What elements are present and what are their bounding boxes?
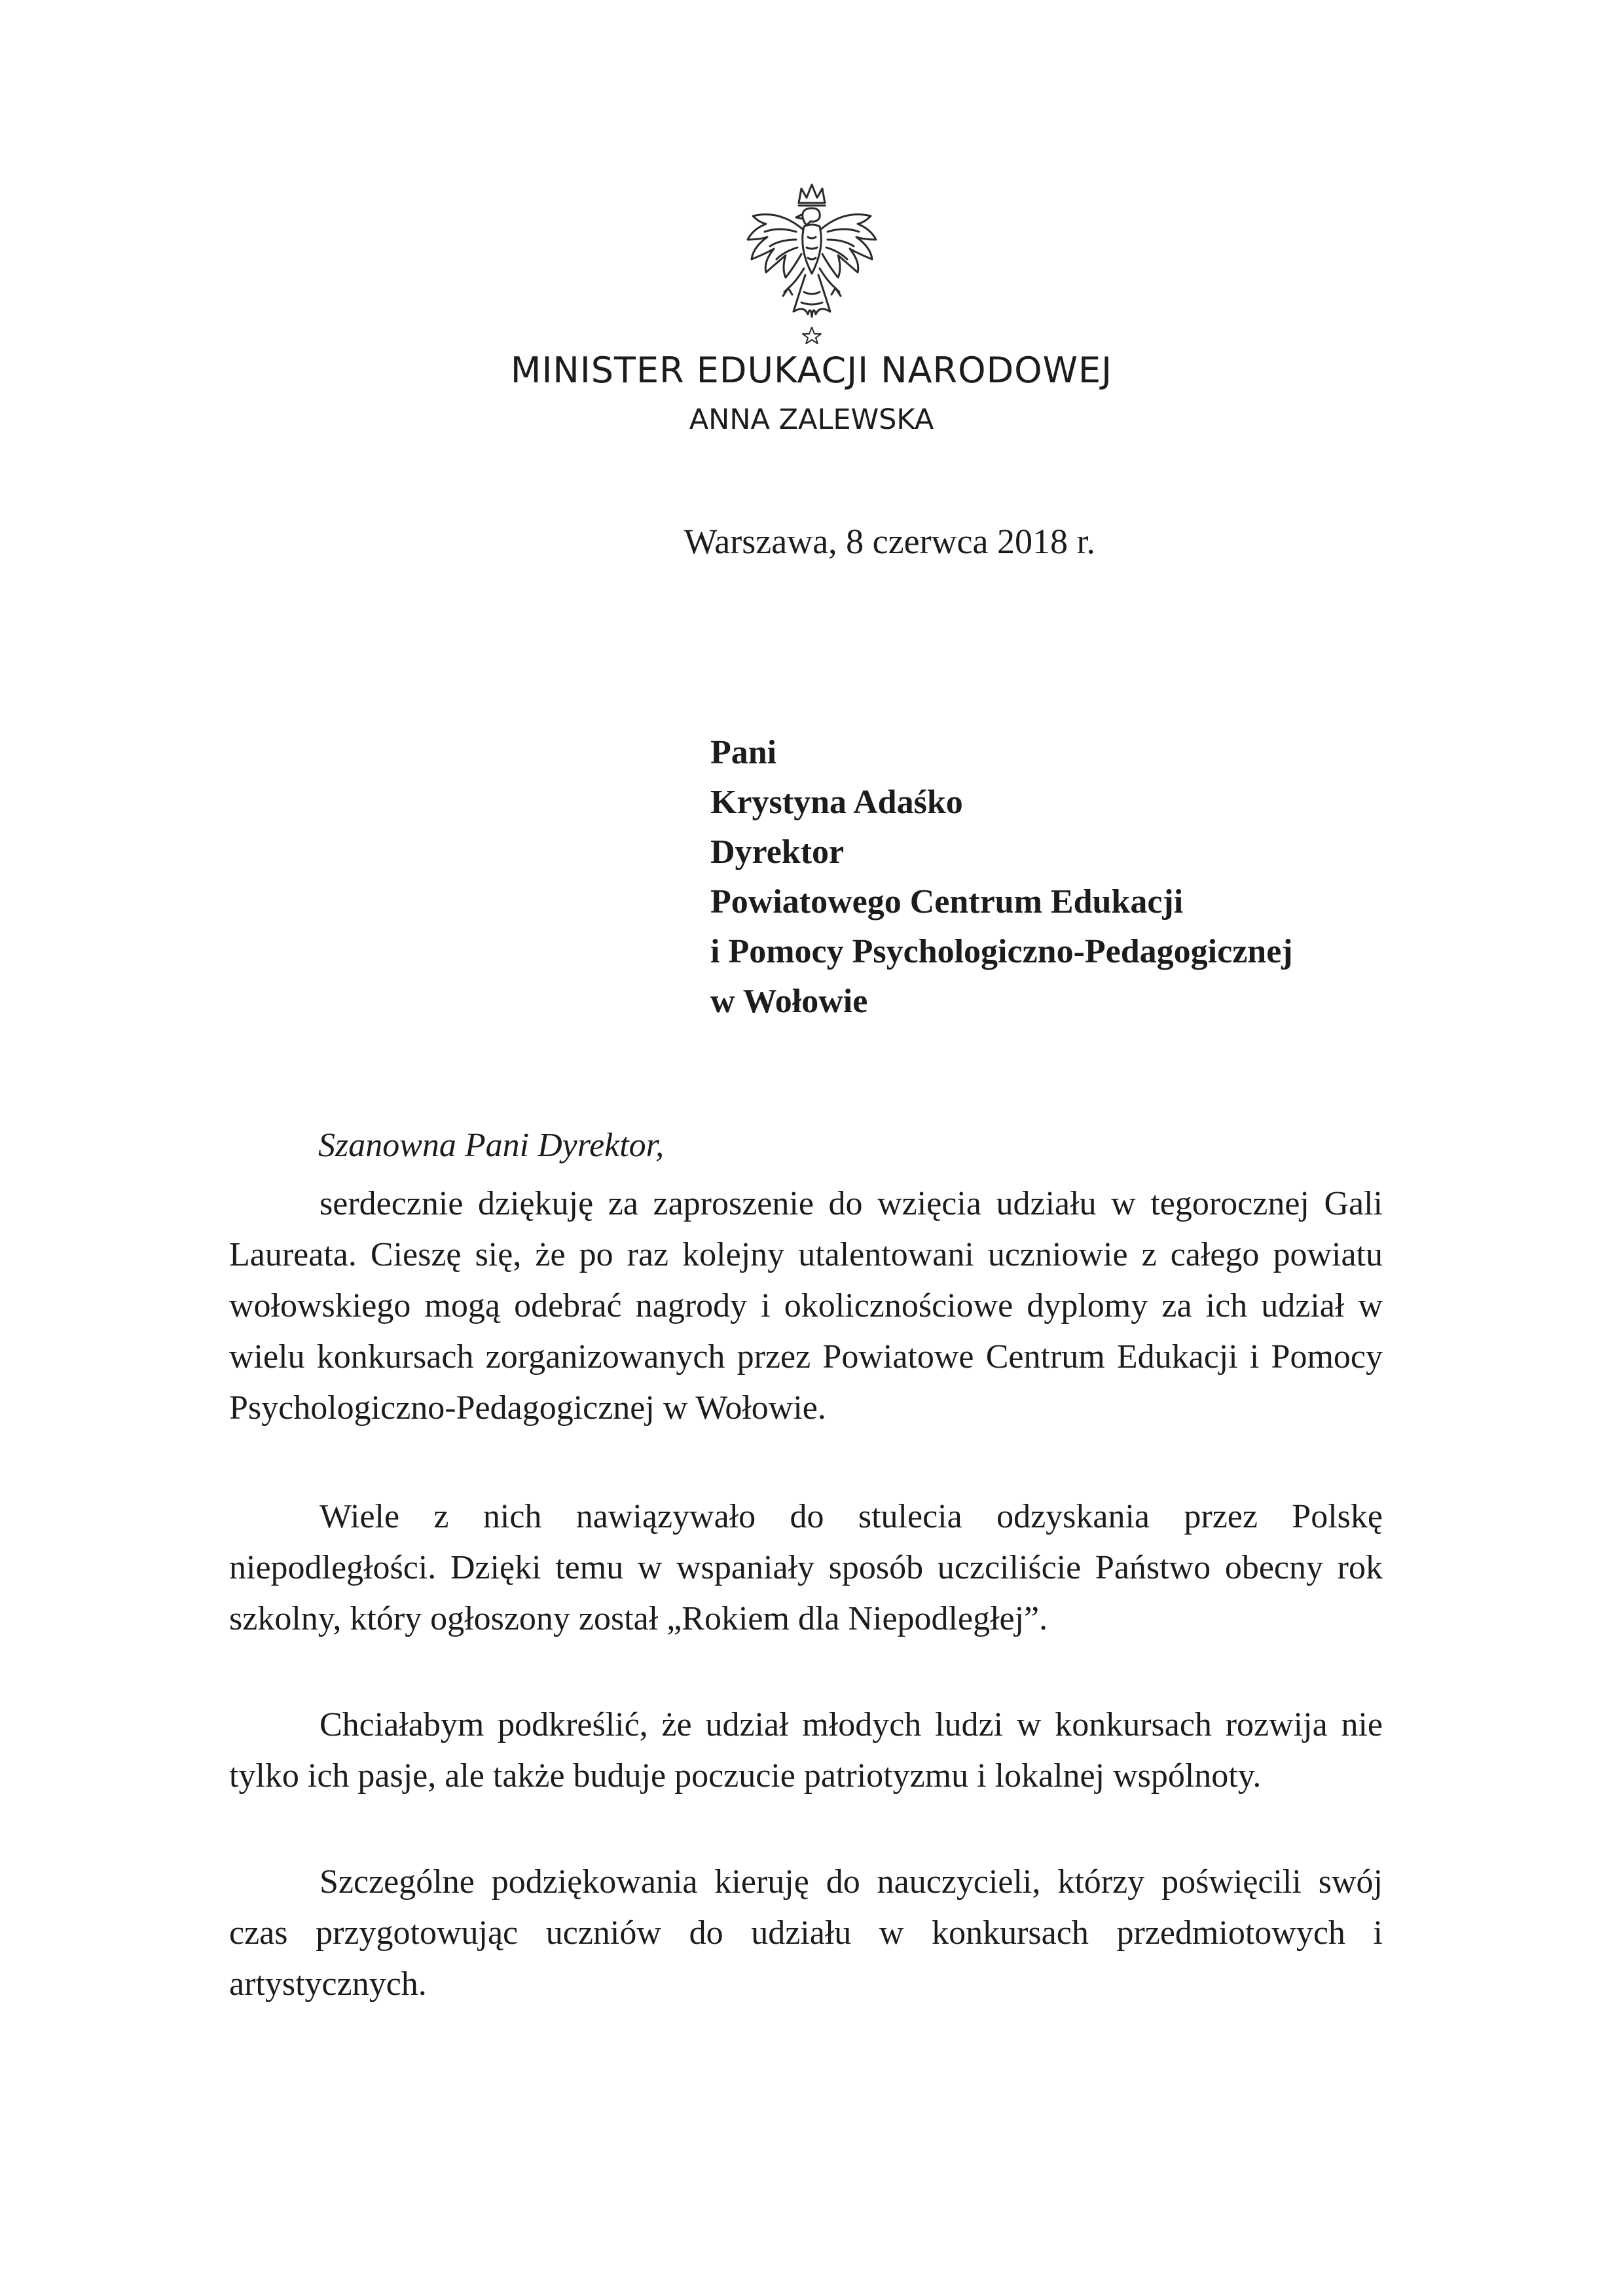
body-paragraph bbox=[229, 1178, 1383, 1434]
recipient-line: Pani bbox=[710, 734, 777, 771]
recipient-line: i Pomocy Psychologiczno-Pedagogicznej bbox=[710, 933, 1293, 970]
letterhead-title: MINISTER EDUKACJI NARODOWEJ bbox=[510, 350, 1113, 391]
recipient-block bbox=[710, 728, 1293, 1027]
body-paragraph bbox=[229, 1857, 1383, 2010]
recipient-line: w Wołowie bbox=[710, 983, 868, 1020]
letterhead-name: ANNA ZALEWSKA bbox=[689, 403, 934, 436]
paragraph-text: Wiele z nich nawiązywało do stulecia odzyskania przez Polskę niepodległości. Dzięki temu w wspaniały sposób uczciliście Państwo obecny rok szkolny, który ogłoszony został „Rokiem dla Niepodległej”. bbox=[229, 1498, 1383, 1637]
paragraph-text: Szczególne podziękowania kieruję do nauczycieli, którzy poświęcili swój czas przygotowując uczniów do udziału w konkursach przedmiotowych i artystycznych. bbox=[229, 1863, 1383, 2003]
recipient-line: Krystyna Adaśko bbox=[710, 784, 963, 821]
paragraph-text: serdecznie dziękuję za zaproszenie do wzięcia udziału w tegorocznej Gali Laureata. Cieszę się, że po raz kolejny utalentowani uczniowie z całego powiatu wołowskiego mogą odebrać nagrody i okolicznościowe dyplomy za ich udział w wielu konkursach zorganizowanych przez Powiatowe Centrum Edukacji i Pomocy Psychologiczno-Pedagogicznej w Wołowie. bbox=[229, 1185, 1383, 1427]
recipient-line: Powiatowego Centrum Edukacji bbox=[710, 883, 1184, 920]
salutation: Szanowna Pani Dyrektor, bbox=[318, 1127, 665, 1164]
body-paragraph bbox=[229, 1491, 1383, 1645]
letter-date: Warszawa, 8 czerwca 2018 r. bbox=[684, 522, 1095, 561]
eagle-emblem-icon bbox=[733, 177, 890, 344]
body-paragraph bbox=[229, 1700, 1383, 1802]
paragraph-text: Chciałabym podkreślić, że udział młodych ludzi w konkursach rozwija nie tylko ich pasje, ale także buduje poczucie patriotyzmu i lokalnej wspólnoty. bbox=[229, 1706, 1383, 1795]
recipient-line: Dyrektor bbox=[710, 833, 845, 871]
